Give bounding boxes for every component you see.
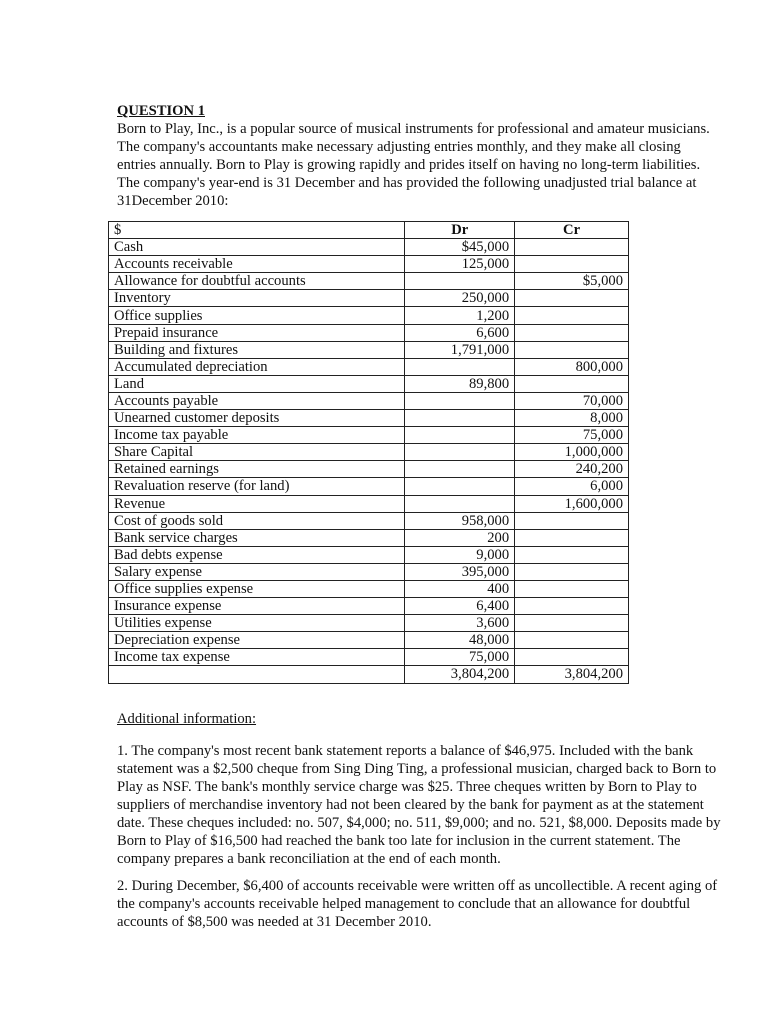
debit-amount: 395,000 xyxy=(405,563,515,580)
credit-amount xyxy=(515,341,629,358)
debit-amount xyxy=(405,410,515,427)
account-name: Office supplies xyxy=(109,307,405,324)
credit-amount xyxy=(515,324,629,341)
table-header-row xyxy=(109,222,629,239)
account-name: Accounts receivable xyxy=(109,256,405,273)
table-row xyxy=(109,580,629,597)
account-name: Unearned customer deposits xyxy=(109,410,405,427)
account-name: Inventory xyxy=(109,290,405,307)
credit-amount xyxy=(515,512,629,529)
account-name: Accounts payable xyxy=(109,392,405,409)
info-item-2: 2. During December, $6,400 of accounts receivable were written off as uncollectible. A recent aging of the company's accounts receivable helped management to conclude that an allowance for doubtful accounts of $8,500 was needed at 31 December 2010. xyxy=(117,878,718,930)
table-row xyxy=(109,649,629,666)
credit-amount: 1,000,000 xyxy=(515,444,629,461)
table-row xyxy=(109,546,629,563)
table-row xyxy=(109,615,629,632)
debit-amount: 958,000 xyxy=(405,512,515,529)
debit-amount xyxy=(405,358,515,375)
account-name: Bank service charges xyxy=(109,529,405,546)
account-name: Prepaid insurance xyxy=(109,324,405,341)
debit-amount: 3,600 xyxy=(405,615,515,632)
additional-info-heading: Additional information: xyxy=(117,711,257,727)
credit-amount: 70,000 xyxy=(515,392,629,409)
table-row xyxy=(109,392,629,409)
account-name: Depreciation expense xyxy=(109,632,405,649)
credit-amount xyxy=(515,580,629,597)
table-row xyxy=(109,239,629,256)
header-dr: Dr xyxy=(405,222,515,239)
credit-amount xyxy=(515,375,629,392)
debit-amount: 3,804,200 xyxy=(405,666,515,683)
debit-amount: 1,200 xyxy=(405,307,515,324)
credit-amount xyxy=(515,615,629,632)
debit-amount xyxy=(405,273,515,290)
intro-paragraph: Born to Play, Inc., is a popular source of musical instruments for professional and amateur musicians. The company's accountants make necessary adjusting entries monthly, and they make all closing entries annually. Born to Play is growing rapidly and prides itself on having no long-term liabilities. The company's year-end is 31 December and has provided the following unadjusted trial balance at 31December 2010: xyxy=(117,121,710,209)
debit-amount: 400 xyxy=(405,580,515,597)
account-name: Income tax payable xyxy=(109,427,405,444)
debit-amount xyxy=(405,444,515,461)
account-name: Cost of goods sold xyxy=(109,512,405,529)
debit-amount: 75,000 xyxy=(405,649,515,666)
table-row xyxy=(109,529,629,546)
credit-amount xyxy=(515,546,629,563)
debit-amount xyxy=(405,478,515,495)
account-name: Land xyxy=(109,375,405,392)
account-name: Revaluation reserve (for land) xyxy=(109,478,405,495)
credit-amount: 8,000 xyxy=(515,410,629,427)
debit-amount: 89,800 xyxy=(405,375,515,392)
question-title: QUESTION 1 xyxy=(117,103,205,119)
account-name: Accumulated depreciation xyxy=(109,358,405,375)
table-row xyxy=(109,341,629,358)
table-row xyxy=(109,290,629,307)
table-row xyxy=(109,444,629,461)
account-name: Office supplies expense xyxy=(109,580,405,597)
account-name: Cash xyxy=(109,239,405,256)
account-name: Income tax expense xyxy=(109,649,405,666)
header-account: $ xyxy=(109,222,405,239)
debit-amount: 6,400 xyxy=(405,598,515,615)
totals-row xyxy=(109,666,629,683)
credit-amount xyxy=(515,649,629,666)
table-row xyxy=(109,410,629,427)
header-cr: Cr xyxy=(515,222,629,239)
credit-amount xyxy=(515,632,629,649)
debit-amount: 250,000 xyxy=(405,290,515,307)
credit-amount: 3,804,200 xyxy=(515,666,629,683)
account-name: Allowance for doubtful accounts xyxy=(109,273,405,290)
table-row xyxy=(109,273,629,290)
account-name: Insurance expense xyxy=(109,598,405,615)
table-row xyxy=(109,512,629,529)
account-name xyxy=(109,666,405,683)
table-row xyxy=(109,563,629,580)
credit-amount: 75,000 xyxy=(515,427,629,444)
account-name: Building and fixtures xyxy=(109,341,405,358)
credit-amount: 800,000 xyxy=(515,358,629,375)
credit-amount: 240,200 xyxy=(515,461,629,478)
debit-amount: 125,000 xyxy=(405,256,515,273)
credit-amount xyxy=(515,239,629,256)
table-row xyxy=(109,461,629,478)
credit-amount xyxy=(515,256,629,273)
debit-amount: 1,791,000 xyxy=(405,341,515,358)
account-name: Retained earnings xyxy=(109,461,405,478)
debit-amount xyxy=(405,495,515,512)
credit-amount: 6,000 xyxy=(515,478,629,495)
table-row xyxy=(109,324,629,341)
credit-amount: 1,600,000 xyxy=(515,495,629,512)
credit-amount xyxy=(515,563,629,580)
table-row xyxy=(109,632,629,649)
credit-amount xyxy=(515,598,629,615)
debit-amount: 9,000 xyxy=(405,546,515,563)
info-item-1: 1. The company's most recent bank statement reports a balance of $46,975. Included with the bank statement was a $2,500 cheque from Sing Ding Ting, a professional musician, charged back to Born to Play as NSF. The bank's monthly service charge was $25. Three cheques written by Born to Play to suppliers of merchandise inventory had not been cleared by the bank for payment as at the statement date. These cheques included: no. 507, $4,000; no. 511, $9,000; and no. 521, $8,000. Deposits made by Born to Play of $16,500 had reached the bank too late for inclusion in the current statement. The company prepares a bank reconciliation at the end of each month. xyxy=(117,743,721,867)
table-row xyxy=(109,427,629,444)
table-row xyxy=(109,495,629,512)
account-name: Revenue xyxy=(109,495,405,512)
debit-amount: 48,000 xyxy=(405,632,515,649)
account-name: Utilities expense xyxy=(109,615,405,632)
credit-amount xyxy=(515,290,629,307)
debit-amount: 6,600 xyxy=(405,324,515,341)
debit-amount xyxy=(405,461,515,478)
table-row xyxy=(109,256,629,273)
account-name: Bad debts expense xyxy=(109,546,405,563)
debit-amount xyxy=(405,427,515,444)
table-row xyxy=(109,307,629,324)
debit-amount: 200 xyxy=(405,529,515,546)
trial-balance-table xyxy=(108,221,629,684)
debit-amount: $45,000 xyxy=(405,239,515,256)
debit-amount xyxy=(405,392,515,409)
credit-amount xyxy=(515,529,629,546)
account-name: Share Capital xyxy=(109,444,405,461)
credit-amount xyxy=(515,307,629,324)
table-row xyxy=(109,358,629,375)
credit-amount: $5,000 xyxy=(515,273,629,290)
table-row xyxy=(109,598,629,615)
table-row xyxy=(109,478,629,495)
table-row xyxy=(109,375,629,392)
account-name: Salary expense xyxy=(109,563,405,580)
